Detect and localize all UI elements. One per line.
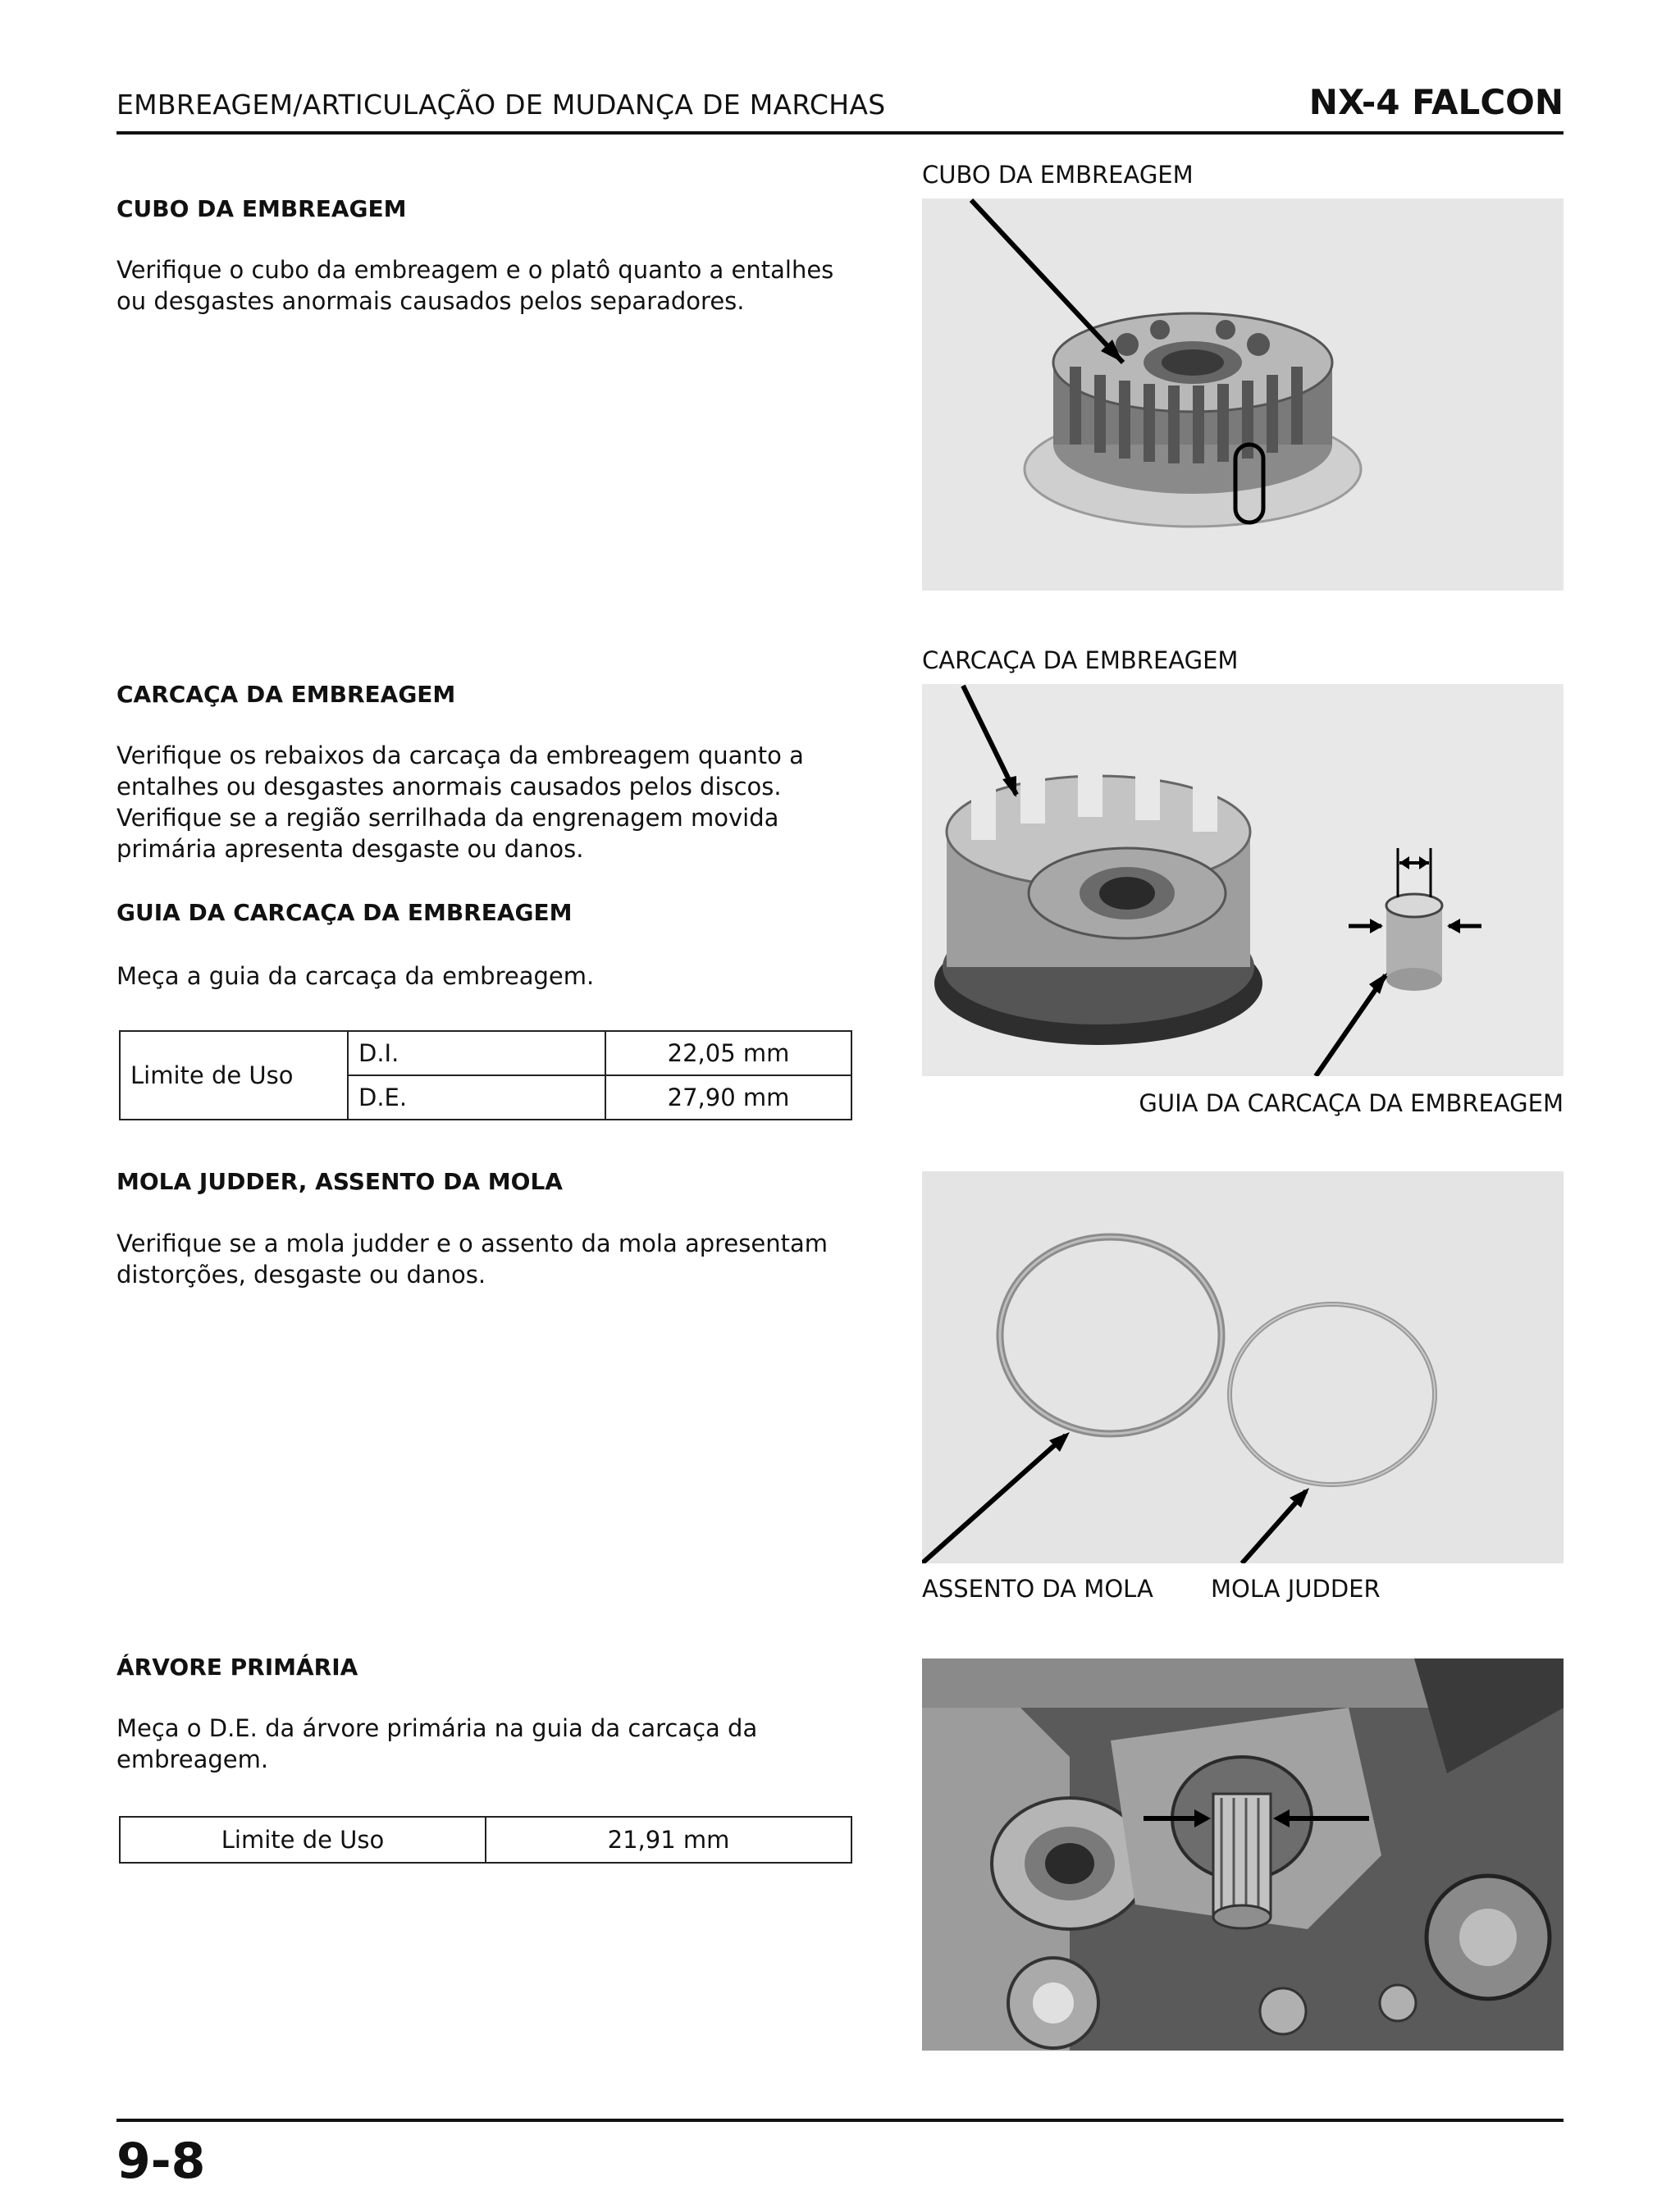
housing-figure-caption: CARCAÇA DA EMBREAGEM [922,646,1239,674]
header-model-name: NX-4 FALCON [1308,82,1564,122]
guide-limit-label: Limite de Uso [120,1031,348,1120]
guide-value-de: 27,90 mm [605,1075,851,1120]
guide-param-di: D.I. [348,1031,605,1075]
guide-spec-table [119,1030,852,1120]
housing-section-title: CARCAÇA DA EMBREAGEM [116,681,456,708]
judder-section-text: Verifique se a mola judder e o assento da mola apresentam distorções, desgaste ou danos. [116,1230,828,1289]
page-number: 9-8 [116,2133,206,2190]
judder-spring-caption: MOLA JUDDER [1211,1575,1381,1603]
guide-param-de: D.E. [348,1075,605,1120]
header-rule [116,131,1564,135]
clutch-hub-photo [922,198,1564,591]
guide-section-title: GUIA DA CARCAÇA DA EMBREAGEM [116,899,573,926]
guide-value-di: 22,05 mm [605,1031,851,1075]
spring-seat-caption: ASSENTO DA MOLA [922,1575,1153,1603]
shaft-section-title: ÁRVORE PRIMÁRIA [116,1654,358,1681]
hub-section-title: CUBO DA EMBREAGEM [116,195,407,222]
hub-figure-caption: CUBO DA EMBREAGEM [922,161,1194,189]
shaft-limit-value: 21,91 mm [486,1817,851,1863]
header-section-title: EMBREAGEM/ARTICULAÇÃO DE MUDANÇA DE MARCHAS [116,89,886,121]
clutch-housing-photo [922,684,1564,1076]
hub-section-text: Verifique o cubo da embreagem e o platô quanto a entalhes ou desgastes anormais causados pelos separadores. [116,256,834,315]
shaft-section-text: Meça o D.E. da árvore primária na guia da carcaça da embreagem. [116,1714,758,1773]
primary-shaft-photo [922,1658,1564,2051]
judder-section-title: MOLA JUDDER, ASSENTO DA MOLA [116,1168,563,1195]
footer-rule [116,2119,1564,2122]
shaft-limit-label: Limite de Uso [120,1817,486,1863]
judder-spring-photo [922,1171,1564,1563]
housing-section-text: Verifique os rebaixos da carcaça da embreagem quanto a entalhes ou desgastes anormais causados pelos discos. Verifique se a região serrilhada da engrenagem movida primária apresenta desgaste ou danos. [116,741,804,863]
shaft-spec-table [119,1816,852,1864]
guide-section-text: Meça a guia da carcaça da embreagem. [116,962,595,990]
guide-figure-caption: GUIA DA CARCAÇA DA EMBREAGEM [1139,1089,1564,1117]
